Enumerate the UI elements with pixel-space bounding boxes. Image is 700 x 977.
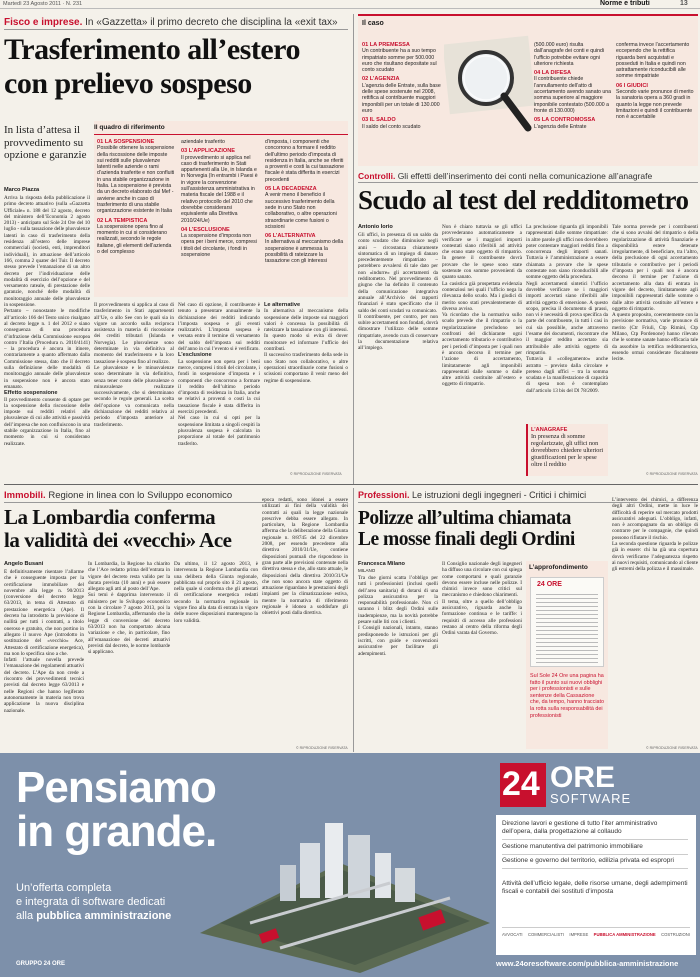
exit-tax-rubric-tag: Fisco e imprese. (4, 17, 83, 28)
quadro-item-01-title: LA SOSPENSIONE (104, 139, 155, 145)
scudo-headline: Scudo al test del redditometro (358, 185, 689, 215)
category-pubblica-amministrazione[interactable]: PUBBLICA AMMINISTRAZIONE (593, 932, 656, 937)
ad-subline (16, 881, 216, 923)
professioni-place: MILANO (358, 568, 376, 573)
exit-tax-par-3: Il provvedimento consente di optare per la sospensione della riscossione delle imposte sui redditi relativi alle plusvalenze di cui alle attività e passività dell’impresa che non confluiscono in una stabile organizzazione in Italia, fino al momento in cui si considerano realizzate. (4, 396, 90, 447)
software-advertisement[interactable] (0, 753, 700, 977)
newspaper-thumbnail (530, 577, 604, 667)
page-date: Martedì 23 Agosto 2011 · N. 231 (3, 1, 83, 7)
quadro-item-06-num: 06 (265, 233, 272, 240)
category-avvocati[interactable]: AVVOCATI (502, 932, 523, 937)
quadro-col-3 (265, 139, 345, 294)
category-imprese[interactable]: IMPRESE (569, 932, 589, 937)
quadro-item-04-num: 04 (181, 226, 188, 233)
caso-item-02-text: L’agenzia delle Entrate, sulla base delle spese sostenute nel 2008, rettifica al contribuente maggiori imponibili per un totale di 130.000 euro (362, 82, 441, 114)
caso-item-06-num: 06 (616, 82, 623, 89)
professioni-par-5: L’intervento dei chimici, a differenza degli altri Ordini, mette in luce le difficoltà di reperire sul mercato prodotti assicurativi adeguati. L’obbligo, infatti, non è accompagnato da un obbligo di contrarre per le compagnie, che quindi possono rifiutare il rischio. (612, 497, 698, 541)
ad-category-bar (502, 927, 690, 937)
caso-item-03-title: IL SALDO (369, 117, 396, 124)
exit-tax-subhead-effetto: Effetto sospensione (4, 390, 58, 397)
immobili-par-4: Sui temi è dapprima intervenuto il ministero per lo Sviluppo economico con la circolare 7 agosto 2013, poi la Regione Lombardia, affermando che la legge di conversione del decreto 63/2013 non ha comportato alcuna variazione e che, in particolare, fino all’emanazione dei decreti attuativi previsti dal decreto, le norme lombarde si applicano. (88, 592, 170, 656)
quadro-item-05-text: A venir meno il beneficio il successivo trasferimento della sede in uno Stato non collaborativo, o altre operazioni straordinarie come fusioni o scissioni (265, 192, 337, 230)
exit-tax-par-4: Il provvedimento si applica al caso di trasferimento in Stati appartenenti all’Ue, o allo See con le quali sia in vigore un accordo sulla reciproca assistenza in materia di riscossione dei crediti tributari (Islanda e Norvegia). Le plusvalenze sono determinate in via definitiva al momento del trasferimento e la loro tassazione è sospesa fino al realizzo. (94, 302, 174, 365)
ad-headline-line2: in grande. (16, 807, 217, 856)
professioni-byline: Francesca Milano (358, 561, 405, 567)
exit-tax-par-6: Nel caso di opzione, il contribuente è tenuto a presentare annualmente la dichiarazione dei redditi indicando l’imposta sospesa e gli eventi realizzativi. L’imposta sospesa è versata entro il termine di versamento del saldo dell’imposta sui redditi dell’anno in cui l’evento si è verificato. (178, 302, 260, 353)
quadro-item-05-lead: d’imposta, i componenti che concorrono a formare il reddito dell’ultimo periodo d’imposta di residenza in Italia, anche se riferiti a proventi e costi la cui tassazione fiscale è stata differita in esercizi precedenti (265, 139, 345, 183)
exit-tax-credit: © RIPRODUZIONE RISERVATA (290, 472, 342, 476)
service-item-1: Direzione lavori e gestione di tutto l’iter amministrativo dell’opera, dalla progettazione al collaudo (502, 820, 688, 840)
newspaper-thumbnail-lines (536, 594, 598, 664)
page-header (0, 0, 700, 9)
immobili-par-5: Da ultimo, il 12 agosto 2013, è intervenuta la Regione Lombardia con una delibera della Giunta regionale, pubblicata sul proprio sito il 21 agosto, nella quale si conferma che gli attestati di certificazione energetica redatti secondo la normativa regionale in vigore fino alla data di entrata in vigore delle nuove disposizioni mantengono la loro validità. (174, 561, 258, 624)
caso-item-02-num: 02 (362, 76, 369, 83)
quadro-item-04-text: La sospensione d’imposta non opera per i beni merce, compresi i titoli del circolante, i fondi in sospensione (181, 233, 257, 259)
quadro-col-2 (181, 139, 259, 294)
quadro-item-04-title: L’ESCLUSIONE (188, 226, 230, 233)
quadro-item-02-title: LA TEMPISTICA (104, 217, 148, 224)
exit-tax-par-2: Pertanto – nonostante le modifiche all’articolo 166 del Testo unico risalgano al decreto legge n. 1 del 2012 e siano conseguenza di una procedura d’infrazione della Commissione europea contro l’Italia (Procedura n. 2010/4141) – la procedura è ancora in itinere, contrariamente a quanto affermato dalla Commissione stessa, dato che il decreto sulla definizione delle modalità di monitoraggio annuale delle plusvalenze in sospensione non è ancora stato emanato. (4, 308, 90, 390)
quadro-item-01-num: 01 (97, 139, 104, 145)
professioni-approfondimento-box (526, 561, 608, 749)
scudo-body-col2 (442, 224, 522, 477)
service-item-4: Attività dell’ufficio legale, delle risorse umane, degli adempimenti fiscali e contabili dei sostituti d’imposta (502, 880, 688, 895)
caso-col-2 (534, 42, 612, 164)
ad-subline-3-pre: alla (16, 910, 34, 922)
scudo-par-10: A questo proposito, coerentemente con la previsione normativa, varie pronunce di merito (Ctr Friuli, Ctp Rimini, Ctp Milano, Ctp Pordenone) hanno rilevato che le somme sanate hanno efficacia tale da assorbire la rettifica redditometrica, essendo ormai considerate fiscalmente lecite. (612, 312, 698, 363)
scudo-par-9: Tale norma prevede per i contribuenti che si sono avvalsi del rimpatrio o della regolarizzazione di attività finanziarie e disponibilità estere detenute irregolarmente, di beneficiare, tra l’altro, della preclusione di ogni accertamento tributario e contributivo per i periodi d’imposta per i quali non è ancora decorso il termine per l’azione di accertamento alla data di entrata in vigore del decreto, limitatamente agli imponibili rappresentati dalle somme o dalle altre attività costituite all’estero e oggetto di rimpatrio. (612, 224, 698, 312)
exit-tax-body-col4 (264, 302, 348, 472)
caso-item-02-title: L’AGENZIA (369, 76, 400, 83)
exit-tax-body-col3 (178, 302, 260, 477)
immobili-body-col2 (88, 561, 170, 751)
quadro-rule (94, 134, 348, 135)
caso-item-05b-text: conferma invece l’accertamento eccependo che la rettifica riguarda beni acquistati e posseduti in Italia e quindi non astrattamente riconducibili alle somme rimpatriate (616, 42, 690, 80)
quadro-item-05-title: LA DECADENZA (272, 186, 317, 193)
caso-item-06-text: Secondo varie pronunce di merito la sanatoria opera a 360 gradi in quanto la legge non prevede limitazioni e quindi il contribuente non è accertabile (616, 89, 694, 121)
page-section-label: Norme e tributi (600, 0, 650, 7)
exit-tax-headline-line2: con prelievo sospeso (4, 67, 252, 100)
approfondimento-title: L’approfondimento (529, 564, 588, 571)
column-divider (353, 14, 354, 484)
exit-tax-byline: Marco Piazza (4, 187, 40, 193)
caso-item-04-num: 04 (534, 70, 541, 77)
immobili-par-2: Infatti l’attuale novella prevede l’emanazione dei regolamenti attuativi del decreto. L’Ape da non crede a riscontro dei provvedimenti tecnici previsti dal decreto legge 63/2013 e nelle Regioni che hanno legiferato autonomamente in materia non trova applicazione la nuova disciplina nazionale. (4, 657, 84, 714)
immobili-rubric-text: Regione in linea con lo Sviluppo economico (48, 490, 233, 501)
professioni-headline-line1: Polizze all’ultima chiamata (358, 508, 571, 529)
caso-title: Il caso (362, 20, 384, 27)
scudo-box-title: L’ANAGRAFE (531, 427, 568, 433)
exit-tax-body-col1 (4, 195, 90, 477)
immobili-headline-line2: la validità dei «vecchi» Ace (4, 528, 232, 552)
quadro-col-1 (97, 139, 175, 294)
quadro-item-02-text: La sospensione opera fino al momento in cui si considerano realizzati, secondo le regole italiane, gli elementi dell’azienda o del complesso (97, 223, 172, 256)
scudo-byline: Antonio Iorio (358, 224, 393, 230)
exit-tax-body-col2 (94, 302, 174, 477)
logo-software-text: SOFTWARE (550, 791, 632, 806)
scudo-rubric-text: Gli effetti dell’inserimento dei conti nella comunicazione all’anagrafe (397, 171, 653, 181)
immobili-par-6: epoca redatti, sono idonei a essere utilizzati ai fini della validità dei contratti ai quali la legge nazionale prescrive debba essere allegato. In particolare, la Regione Lombardia afferma che la deliberazione della Giunta regionale n. 8/8745 del 22 dicembre 2008, per essendo precedente alla direttiva 2010/31/Ue, contiene disposizioni puntuali che rispondono in gran parte alle previsioni contenute nella direttiva stessa e che, allo stato attuale, le disposizioni della direttiva 2010/31/Ue che non sono ancora state oggetto di attuazione riguardano le prestazioni degli impianti per la climatizzazione estiva, mentre la normativa di riferimento regionale è idonea a soddisfare gli obiettivi posti dalla direttiva. (262, 497, 348, 617)
caso-item-03-num: 03 (362, 117, 369, 124)
city-illustration (190, 773, 500, 973)
immobili-par-1: È definitivamente risentare l’allarme che è conseguente imposta per la certificazione immobiliare del novembre alla legge n. 90/2013 (conversione del decreto legge 63/2013, in tema di Attestato di prestazione energetica (Ape). Il decreto ha introdotto la previsione di nullità per tutti i contratti, a titolo oneroso e gratuito, che non portino in allegato il nuovo Ape (introdotto in sostituzione del «vecchio» Ace, Attestato di certificazione energetica), ma non lo specifica sino a che. (4, 569, 84, 657)
quadro-box (94, 121, 348, 297)
page-number: 13 (680, 0, 688, 7)
professioni-par-2: I Consigli nazionali, intanto, stanno predisponendo le istruzioni per gli iscritti, con guide e convenzioni assicurative per facilitare gli adempimenti. (358, 625, 438, 657)
ad-subline-2: e integrata di software dedicati (16, 896, 166, 908)
exit-tax-rubric (4, 17, 344, 28)
service-item-3: Gestione e governo del territorio, edilizia privata ed espropri (502, 857, 688, 869)
scudo-par-4: La casistica già prospettata evidenzia contenziosi nei quali l’ufficio nega la rilevanza dello scudo. Ma i giudici di merito sono stati prevalentemente di diverso avviso. (442, 280, 522, 312)
section-divider (4, 484, 698, 485)
ad-group-logo: GRUPPO 24 ORE (16, 961, 66, 967)
exit-tax-par-1: Arriva la risposta della pubblicazione il primo decreto attuativo (sulla «Gazzetta Ufficiale» n. 188 del 12 agosto, decreto del ministero dell’Economia 2 agosto 2013) - anticipato sul Sole 24 Ore del 10 luglio - sulla tassazione delle plusvalenze latenti in caso di trasferimento della residenza all’estero delle imprese commerciali (società, enti, imprenditori individuali), in attuazione dell’articolo 166, comma 2 quater del Tuir. Il decreto stesso prevede l’emanazione di un altro decreto per l’individuazione delle modalità di esercizio dell’opzione e del versamento rateale, di prestazione delle garanzie, nonché delle modalità di monitoraggio annuale delle plusvalenze in sospensione. (4, 195, 90, 309)
logo-ore-text: ORE (550, 761, 616, 794)
professioni-par-6: La seconda questione riguarda le polizze già in essere: chi ha già una copertura dovrà verificarne l’adeguatezza rispetto ai nuovi requisiti, comunicando al cliente gli estremi della polizza e il massimale. (612, 541, 698, 573)
quadro-item-01-text: Possibile ottenere la sospensione della riscossione delle imposte sui redditi sulle plusvalenze latenti nelle aziende o rami d’azienda trasferite e non confluiti in una stabile organizzazione in Italia. La sospensione è prevista da un decreto elaborato dal Mef - avviene anche in caso di trasferimento di una stabile organizzazione esistente in Italia (97, 145, 175, 215)
caso-item-01-title: LA PREMESSA (369, 42, 410, 48)
caso-item-05-text: L’agenzia delle Entrate (534, 123, 587, 130)
category-costruzioni[interactable]: COSTRUZIONI (661, 932, 690, 937)
exit-tax-par-8: Nel caso in cui si opti per la sospensione limitata a singoli cespiti la plusvalenza sospesa è calcolata in proporzione al totale del patrimonio trasferito. (178, 415, 260, 447)
24ore-software-logo (500, 763, 690, 809)
exit-tax-par-5: Le plusvalenze e le minusvalenze sono determinate in via definitiva, senza tener conto delle plusvalenze o minusvalenze realizzate successivamente, che si determinano secondo le regole generali. La scelta dell’opzione va comunicata nella dichiarazione dei redditi relativa al periodo d’imposta anteriore al trasferimento. (94, 364, 174, 428)
quadro-item-02-num: 02 (97, 217, 104, 224)
quadro-item-05-num: 05 (265, 186, 272, 193)
exit-tax-par-7: La sospensione non opera per i beni merce, compresi i titoli del circolante, i fondi in sospensione d’imposta e i componenti che concorrono a formare il reddito dell’ultimo periodo d’imposta di residenza in Italia, anche se relativi a proventi o costi la cui tassazione fiscale è stata differita in esercizi precedenti. (178, 358, 260, 416)
scudo-par-7: Negli accertamenti sintetici l’ufficio dovrebbe verificare se i maggiori importi accertati siano riferibili alle attività oggetto di emersione. A questo scopo, precisa il documento di prassi, non vi è necessità di prova specifica da parte del contribuente, in tutti i casi in cui sia possibile, anche attraverso l’esame dei documenti, riscontrare che il maggior reddito accertato sia attribuibile alle attività oggetto di rimpatrio. (526, 280, 608, 356)
magnifier-illustration (444, 30, 536, 138)
quadro-item-03-title: L’APPLICAZIONE (188, 148, 235, 155)
ad-subline-1: Un’offerta completa (16, 882, 112, 894)
caso-item-05-num: 05 (534, 117, 541, 124)
scudo-par-2: Il contribuente, per contro, per non subire accertamenti non fondati, dovrà dimostrare l’utilizzo delle somme rimpatriate, avendo cura di conservare la documentazione relativa all’impiego. (358, 313, 438, 352)
caso-item-01-num: 01 (362, 42, 369, 48)
professioni-headline-line2: Le mosse finali degli Ordini (358, 529, 575, 550)
caso-item-03-text: Il saldo del conto scudato (362, 123, 421, 130)
scudo-rubric-tag: Controlli. (358, 171, 396, 181)
scudo-par-6: La preclusione riguarda gli imponibili rappresentati dalle somme rimpatriate: in altre parole gli uffici non dovrebbero poter contestare maggiori redditi fino a concorrenza degli importi sanati. Tuttavia è l’amministrazione a essere chiamata a provare che le spese contestate non siano riconducibili alle somme oggetto della procedura. (526, 224, 608, 281)
quadro-item-03-lead: aziendale trasferito (181, 139, 225, 145)
quadro-item-03-num: 03 (181, 148, 188, 155)
professioni-par-3: Il Consiglio nazionale degli ingegneri ha diffuso una circolare con cui spiega come comportarsi e quali garanzie devono essere incluse nelle polizze. I chimici invece sono critici sul meccanismo e chiedono chiarimenti. (442, 561, 522, 599)
professioni-rubric-tag: Professioni. (358, 490, 410, 500)
scudo-par-8: Tuttavia il «collegamento» anche astratto – previsto dalla circolare e preteso dagli uffici – tra la somma scudata e la manifestazione di capacità di spesa non è contemplato dall’articolo 13 bis del Dl 78/2009. (526, 356, 608, 394)
services-panel (496, 815, 696, 955)
immobili-headline-line1: La Lombardia conferma (4, 505, 216, 529)
scudo-anagrafe-box (526, 424, 608, 476)
caso-item-04-text: Il contribuente chiede l’annullamento dell’atto di accertamento avendo sanato una somma superiore al maggiore imponibile contestato (500.000 a fronte di 130.000) (534, 76, 612, 114)
professioni-par-1: Tra due giorni scatta l’obbligo per tutti i professionisti (inclusi quelli dell’area sanitaria) di dotarsi di una polizza assicurativa per la responsabilità professionale. Non ci saranno i blitz degli Ordini sulle inadempienze, ma la novità potrebbe pesare sulle liti con i clienti. (358, 575, 438, 626)
quadro-item-03-text: Il provvedimento si applica nel caso di trasferimento in Stati appartenenti alla Ue, in Islanda e in Norvegia (In entrambi i Paesi è in vigore la convenzione sull’assistenza amministrativa in materia fiscale del 1988 e il relativo protocollo del 2010 che dovrebbe considerarsi equivalente alla Direttiva 2010/24/Ue) (181, 154, 258, 224)
scudo-rule (358, 182, 698, 183)
caso-item-05-title: LA CONTROMOSSA (541, 117, 596, 124)
caso-box (358, 14, 698, 166)
immobili-credit: © RIPRODUZIONE RISERVATA (296, 746, 348, 750)
ad-website-link[interactable]: www.24oresoftware.com/pubblica-amministrazione (496, 959, 679, 968)
exit-tax-summary: In lista d’attesa il provvedimento su opzione e garanzie (4, 124, 87, 161)
service-item-2: Gestione manutentiva del patrimonio immobiliare (502, 843, 688, 855)
scudo-box-text: In presenza di somme regolarizzate, gli uffici non dovrebbero chiedere ulteriori giustificazioni per le spese oltre il reddito (531, 433, 604, 469)
exit-tax-rubric-text: In «Gazzetta» il primo decreto che disciplina la «exit tax» (85, 17, 338, 28)
professioni-body-col2 (442, 561, 522, 750)
column-divider-lower (353, 488, 354, 752)
scudo-par-3: Non è chiaro tuttavia se gli uffici provvederanno automaticamente a verificare se i maggiori importi contestati siano riferibili ad attività che erano state oggetto di rimpatrio. In genere il contribuente dovrà provare che le spese sono state sostenute con somme provenienti da quanto sanato. (442, 224, 522, 281)
caso-item-04-title: LA DIFESA (541, 70, 572, 77)
professioni-body-col1 (358, 575, 438, 750)
approfondimento-text: Sul Sole 24 Ore una pagina ha fatto il punto sui nuovi obblighi per i professionisti e sulle sentenze della Cassazione che, da tempo, hanno tracciato la rotta sulla responsabilità dei professionisti (530, 673, 605, 719)
scudo-credit: © RIPRODUZIONE RISERVATA (646, 472, 698, 476)
exit-tax-subhead-esclusione: L’esclusione (178, 352, 212, 359)
exit-tax-headline-line1: Trasferimento all’estero (4, 33, 300, 66)
magnifier-icon (444, 30, 536, 138)
exit-tax-subhead-alternative: Le alternative (264, 302, 301, 308)
exit-tax-rule (4, 29, 348, 30)
caso-item-06-title: I GIUDICI (623, 82, 648, 89)
scudo-par-5: Va ricordato che la normativa sullo scudo prevede che il rimpatrio o la regolarizzazione precludono nei confronti del dichiarante ogni accertamento tributario e contributivo per i periodi d’imposta per i quali non è ancora decorso il termine per l’azione di accertamento, limitatamente agli imponibili rappresentati dalle somme o dalle altre attività costituite all’estero e oggetto di rimpatrio. (442, 312, 522, 388)
immobili-rubric-tag: Immobili. (4, 490, 46, 501)
scudo-body-col1 (358, 232, 438, 477)
logo-24-text: 24 (502, 765, 540, 803)
scudo-rubric (358, 171, 698, 181)
caso-col-1 (362, 42, 442, 164)
quadro-title: Il quadro di riferimento (94, 124, 165, 131)
exit-tax-par-9: In alternativa al meccanismo della sospensione delle imposte sui maggiori valori è concessa la possibilità di rateizzare la tassazione con gli interessi. In questo modo si evita di dover monitorare ed informare l’ufficio dei contributi. (264, 308, 348, 353)
scudo-body-col3 (526, 224, 608, 420)
ad-subline-3-bold: pubblica amministrazione (36, 910, 172, 922)
professioni-credit: © RIPRODUZIONE RISERVATA (646, 746, 698, 750)
immobili-body-col3 (174, 561, 258, 751)
quadro-item-06-text: In alternativa al meccanismo della sospensione è ammessa la possibilità di rateizzare la tassazione con gli interessi (265, 239, 344, 265)
exit-tax-par-10: Il successivo trasferimento della sede in uno Stato non collaborativo, o altre operazioni straordinarie come fusioni o scissioni comportano il venir meno del regime di sospensione. (264, 352, 348, 384)
ad-headline-line1: Pensiamo (16, 763, 216, 812)
logo-24-badge (500, 763, 546, 807)
immobili-body-col1 (4, 569, 84, 751)
immobili-byline: Angelo Busani (4, 561, 44, 567)
caso-col-3 (616, 42, 694, 164)
immobili-par-3: In Lombardia, la Regione ha chiarito che l’Ace redatto prima dell’entrata in vigore del decreto resta valido per la durata prevista (10 anni) e può essere allegato agli atti al posto dell’Ape. (88, 561, 170, 593)
caso-item-01-text: Un contribuente ha a suo tempo rimpatriato somme per 500.000 euro che risultano depositate sul conto scudato (362, 48, 437, 74)
quadro-item-06-title: L’ALTERNATIVA (272, 233, 316, 240)
scudo-par-1: Gli uffici, in presenza di un saldo da conto scudato che diminuisce negli anni – circostanza chiaramente sintomatica di un impiego di danaro precedentemente rimpatriato – potrebbero avvalersi di tale dato per non «indurre» gli accertamenti da redditometro. Nel provvedimento di giugno che ha definito il contenuto della comunicazione integrativa annuale all’Archivio dei rapporti finanziari è stato specificato che il saldo dei conti scudati va comunicato. (358, 232, 438, 314)
newspaper-thumbnail-title: 24 ORE (537, 581, 562, 588)
professioni-par-4: Il tema, oltre a quello dell’obbligo assicurativo, riguarda anche la formazione continua e le tariffe: i requisiti di accesso alle professioni restano al centro della riforma degli Ordini varata dal Governo. (442, 598, 522, 637)
scudo-body-col4 (612, 224, 698, 472)
professioni-body-col3 (612, 497, 698, 747)
immobili-body-col4 (262, 497, 348, 747)
professioni-rubric-text: Le istruzioni degli ingegneri - Critici i chimici (412, 490, 587, 500)
category-commercialisti[interactable]: COMMERCIALISTI (527, 932, 565, 937)
caso-item-03b-text: (500.000 euro) risulta dall’anagrafe dei conti e quindi l’ufficio potrebbe evitare ogni ulteriore richiesta (534, 42, 605, 67)
